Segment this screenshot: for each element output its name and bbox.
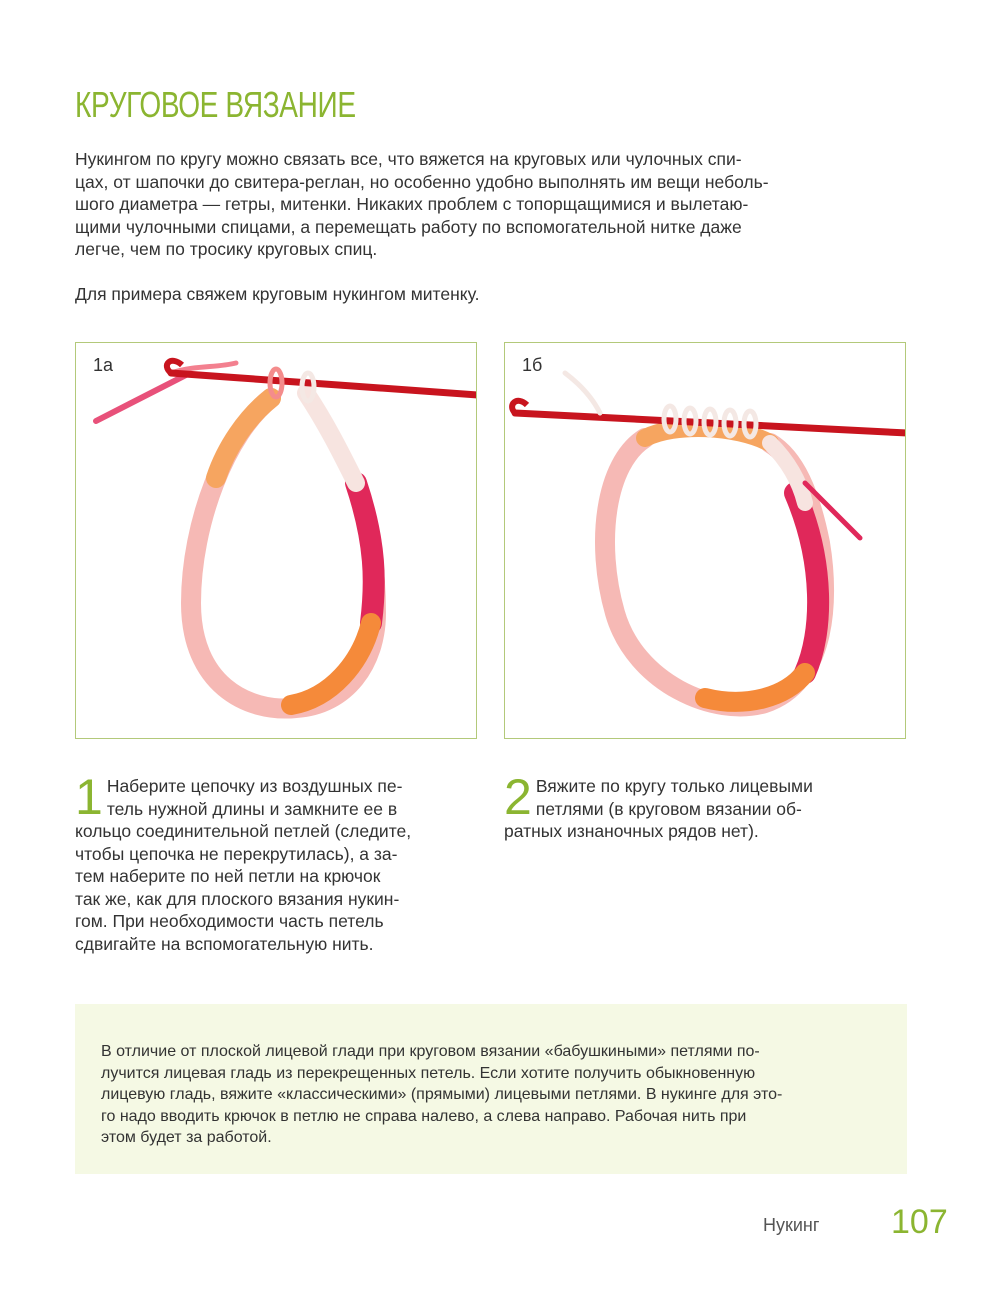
photo-label: 1б: [522, 355, 543, 375]
example-line: Для примера свяжем круговым нукингом митенку.: [75, 283, 480, 304]
step-text: Вяжите по кругу только лицевыми петлями (в круговом вязании об- ратных изнаночных рядов нет).: [504, 776, 813, 841]
step-text: Наберите цепочку из воздушных пе- тель нужной длины и замкните ее в кольцо соединительной петлей (следите, чтобы цепочка не перекрутилась), а за- тем наберите по ней петли на крючок так же, как для плоского вязания нукин- гом. При необходимости часть петель сдвигайте на вспомогательную нить.: [75, 776, 412, 954]
crochet-ring-illustration-1a: [76, 343, 477, 739]
page-number: 107: [891, 1203, 948, 1241]
step-number: 2: [504, 769, 532, 825]
note-text: В отличие от плоской лицевой глади при круговом вязании «бабушкиными» петлями по- лучится лицевая гладь из перекрещенных петель. Если хотите получить обыкновенную лицевую гладь, вяжите «классическими» (прямыми) лицевыми петлями. В нукинге для это- го надо вводить крючок в петлю не справа налево, а слева направо. Рабочая нить при этом будет за работой.: [101, 1043, 783, 1146]
photo-1b: [504, 342, 906, 739]
page-title: КРУГОВОЕ ВЯЗАНИЕ: [75, 84, 356, 125]
step-number: 1: [75, 769, 103, 825]
crochet-ring-illustration-1b: [505, 343, 906, 739]
intro-text: [75, 148, 905, 305]
step-1: [75, 769, 475, 955]
intro-paragraph: Нукингом по кругу можно связать все, что вяжется на круговых или чулочных спи- цах, от шапочки до свитера-реглан, но особенно удобно выполнять им вещи неболь- шого диаметра — гетры, митенки. Никаких проблем с топорщащимися и вылетаю- щими чулочными спицами, а перемещать работу по вспомогательной нитке даже легче, чем по тросику круговых спиц.: [75, 149, 769, 259]
step-2: [504, 769, 884, 843]
photo-label: 1а: [93, 355, 114, 375]
note-box: [75, 1004, 907, 1174]
footer-section: Нукинг: [763, 1215, 820, 1235]
photo-1a: [75, 342, 477, 739]
